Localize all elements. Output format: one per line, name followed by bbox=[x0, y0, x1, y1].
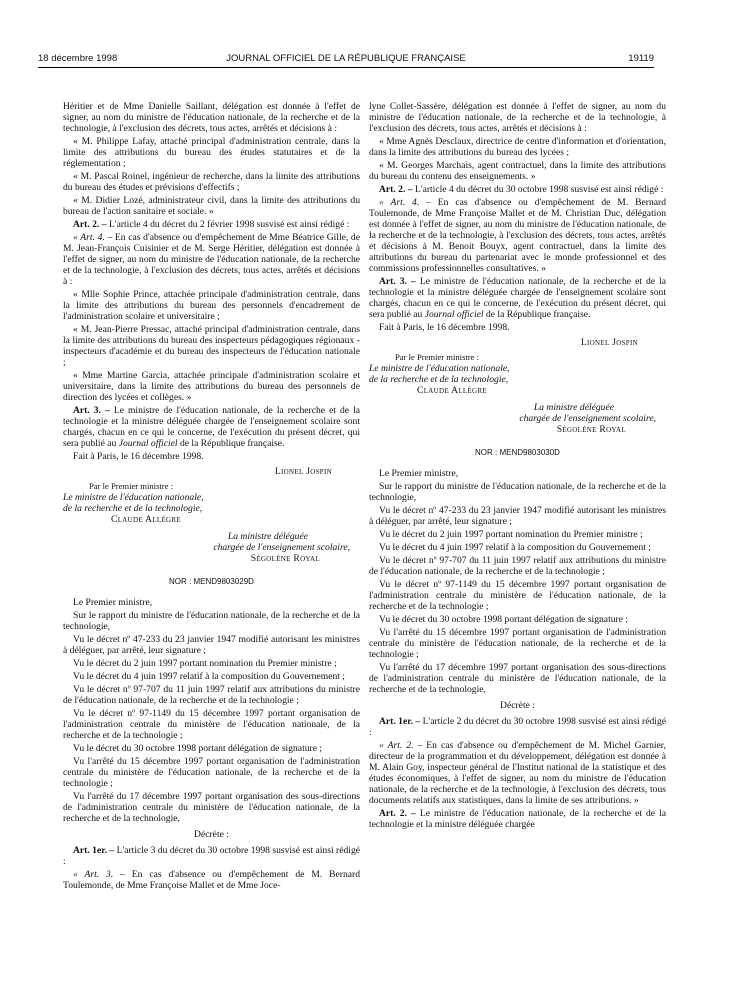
visa: Sur le rapport du ministre de l'éducation nationale, de la recherche et de la technologie, bbox=[369, 481, 666, 503]
deleg-title-line1: La ministre déléguée bbox=[227, 531, 308, 542]
nor-reference: NOR : MEND9803030D bbox=[475, 448, 560, 457]
visa: Vu le décret nº 47-233 du 23 janvier 1947 modifié autorisant les ministres à déléguer, par arrêté, leur signature ; bbox=[63, 634, 360, 656]
article-text: Le ministre de l'éducation nationale, de la recherche et de la technologie et la ministre déléguée chargée de l'enseignement scolaire sont chargés, chacun en ce qui le concerne, de l'exécution du présent décret, qui sera publié au bbox=[369, 276, 666, 320]
page-header bbox=[38, 53, 654, 68]
article-paragraph bbox=[369, 808, 666, 830]
article-text: Le ministre de l'éducation nationale, de la recherche et de la technologie et la ministre déléguée chargée de l'enseignement scolaire sont chargés, chacun en ce qui le concerne, de l'exécution du présent décret, qui sera publié au bbox=[63, 405, 360, 449]
visa: Vu le décret du 30 octobre 1998 portant délégation de signature ; bbox=[73, 743, 323, 754]
header-date: 18 décembre 1998 bbox=[38, 53, 118, 64]
minister-title-line2: de la recherche et de la technologie, bbox=[369, 374, 509, 385]
article-text: En cas d'absence ou d'empêchement de M. Bernard Toulemonde, de Mme Françoise Mallet et de Mme Joce- bbox=[63, 869, 360, 891]
minister-title-line1: Le ministre de l'éducation nationale, bbox=[369, 363, 510, 374]
visa: Vu le décret du 4 juin 1997 relatif à la composition du Gouvernement ; bbox=[73, 671, 345, 682]
article-paragraph bbox=[63, 219, 360, 230]
article-text: L'article 4 du décret du 30 octobre 1998 susvisé est ainsi rédigé : bbox=[412, 184, 664, 195]
article-label: Art. 3. – bbox=[73, 405, 110, 416]
paragraph: lyne Collet-Sassère, délégation est donnée à l'effet de signer, au nom du ministre de l'éducation nationale, de la recherche et de la technologie, à l'exclusion des décrets, tous actes, arrêtés et décisions à : bbox=[369, 101, 666, 134]
article-text: L'article 3 du décret du 30 octobre 1998 susvisé est ainsi rédigé : bbox=[63, 845, 360, 867]
visa: Vu l'arrêté du 15 décembre 1997 portant organisation de l'administration centrale du ministère de l'éducation nationale, de la recherche et de la technologie ; bbox=[63, 756, 360, 789]
journal-officiel: Journal officiel bbox=[118, 438, 178, 449]
article-text: L'article 2 du décret du 30 octobre 1998 susvisé est ainsi rédigé : bbox=[369, 716, 666, 738]
visa: Le Premier ministre, bbox=[73, 597, 153, 608]
article-paragraph bbox=[63, 845, 360, 867]
visa: Vu le décret nº 97-707 du 11 juin 1997 relatif aux attributions du ministre de l'éducation nationale, de la recherche et de la technologie ; bbox=[63, 684, 360, 706]
decrete-heading: Décrète : bbox=[500, 700, 535, 711]
visa: Vu le décret nº 97-707 du 11 juin 1997 relatif aux attributions du ministre de l'éducation nationale, de la recherche et de la technologie ; bbox=[369, 555, 666, 577]
paragraph: Héritier et de Mme Danielle Saillant, délégation est donnée à l'effet de signer, au nom du ministre de l'éducation nationale, de la recherche et de la technologie, à l'exclusion des décrets, tous actes, arrêtés et décisions à : bbox=[63, 101, 360, 134]
article-label: Art. 2. – bbox=[379, 184, 413, 195]
nor-reference: NOR : MEND9803029D bbox=[169, 577, 254, 586]
visa: Vu le décret du 2 juin 1997 portant nomination du Premier ministre ; bbox=[379, 529, 643, 540]
deleg-title-line1: La ministre déléguée bbox=[533, 402, 614, 413]
fait-a-paris: Fait à Paris, le 16 décembre 1998. bbox=[73, 451, 204, 462]
article-label: Art. 2. – bbox=[73, 219, 107, 230]
article-label: Art. 3. – bbox=[379, 276, 416, 287]
article-label: « Art. 4. – bbox=[379, 197, 431, 208]
visa: Vu l'arrêté du 15 décembre 1997 portant organisation de l'administration centrale du ministère de l'éducation nationale, de la recherche et de la technologie ; bbox=[369, 627, 666, 660]
article-label: Art. 1er. – bbox=[73, 845, 115, 856]
article-paragraph bbox=[63, 869, 360, 891]
left-column bbox=[63, 101, 360, 893]
par-premier-ministre: Par le Premier ministre : bbox=[395, 352, 480, 362]
signature-jospin: Lionel Jospin bbox=[274, 466, 332, 477]
right-column bbox=[369, 101, 666, 832]
journal-officiel: Journal officiel bbox=[424, 309, 484, 320]
article-paragraph bbox=[369, 197, 666, 274]
article-paragraph bbox=[369, 740, 666, 806]
article-text: En cas d'absence ou d'empêchement de Mme Béatrice Gille, de M. Jean-François Cuisinier et de M. Serge Héritier, délégation est donnée à l'effet de signer, au nom du ministre de l'éducation nationale, de la recherche et de la technologie, à l'exclusion des décrets, tous actes, arrêtés et décisions à : bbox=[63, 232, 360, 287]
visa: Vu le décret du 4 juin 1997 relatif à la composition du Gouvernement ; bbox=[379, 542, 651, 553]
paragraph: « M. Georges Marchais, agent contractuel, dans la limite des attributions du bureau du contenu des enseignements. » bbox=[369, 160, 666, 182]
visa: Vu le décret nº 97-1149 du 15 décembre 1997 portant organisation de l'administration centrale du ministère de l'éducation nationale, de la recherche et de la technologie ; bbox=[369, 579, 666, 612]
paragraph: « Mme Agnès Desclaux, directrice de centre d'information et d'orientation, dans la limite des attributions du bureau des lycées ; bbox=[369, 136, 666, 158]
deleg-title-line2: chargée de l'enseignement scolaire, bbox=[519, 413, 656, 424]
signature-allegre: Claude Allègre bbox=[111, 514, 181, 525]
par-premier-ministre: Par le Premier ministre : bbox=[89, 481, 174, 491]
visa: Vu le décret du 2 juin 1997 portant nomination du Premier ministre ; bbox=[73, 658, 337, 669]
article-label: « Art. 2. – bbox=[379, 740, 423, 751]
minister-title-line2: de la recherche et de la technologie, bbox=[63, 503, 203, 514]
visa: Sur le rapport du ministre de l'éducation nationale, de la recherche et de la technologie, bbox=[63, 610, 360, 632]
decrete-heading: Décrète : bbox=[194, 829, 229, 840]
paragraph: « M. Jean-Pierre Pressac, attaché principal d'administration centrale, dans la limite des attributions du bureau des inspecteurs pédagogiques régionaux - inspecteurs d'académie et du bureau des inspecteurs de l'éducation nationale ; bbox=[63, 324, 360, 368]
paragraph: « Mme Martine Garcia, attachée principale d'administration scolaire et universitaire, dans la limite des attributions du bureau des personnels de direction des lycées et collèges. » bbox=[63, 370, 360, 403]
visa: Vu le décret du 30 octobre 1998 portant délégation de signature ; bbox=[379, 614, 629, 625]
visa: Vu l'arrêté du 17 décembre 1997 portant organisation des sous-directions de l'administration centrale du ministère de l'éducation nationale, de la recherche et de la technologie, bbox=[63, 791, 360, 824]
page-number: 19119 bbox=[628, 53, 654, 64]
paragraph: « M. Philippe Lafay, attaché principal d'administration centrale, dans la limite des attributions du bureau des études statutaires et de la réglementation ; bbox=[63, 136, 360, 169]
article-text: L'article 4 du décret du 2 février 1998 susvisé est ainsi rédigé : bbox=[106, 219, 350, 230]
minister-title-line1: Le ministre de l'éducation nationale, bbox=[63, 492, 204, 503]
article-text: En cas d'absence ou d'empêchement de M. Bernard Toulemonde, de Mme Françoise Mallet et de M. Christian Duc, délégation est donnée à l'effet de signer, au nom du ministre de l'éducation nationale, de la recherche et de la technologie, à l'exclusion des décrets, tous actes, arrêtés et décisions à M. Benoit Bouyx, agent contractuel, dans la limite des attributions du bureau du partenariat avec le monde professionnel et des commissions professionnelles consultatives. » bbox=[369, 197, 666, 274]
visa: Le Premier ministre, bbox=[379, 468, 459, 479]
article-paragraph bbox=[63, 232, 360, 287]
signature-royal: Ségolène Royal bbox=[556, 424, 626, 435]
article-label: « Art. 3. – bbox=[73, 869, 125, 880]
signature-jospin: Lionel Jospin bbox=[580, 337, 638, 348]
signature-allegre: Claude Allègre bbox=[417, 385, 487, 396]
visa: Vu l'arrêté du 17 décembre 1997 portant organisation des sous-directions de l'administration centrale du ministère de l'éducation nationale, de la recherche et de la technologie, bbox=[369, 662, 666, 695]
paragraph: « M. Pascal Roinel, ingénieur de recherche, dans la limite des attributions du bureau des études et prévisions d'effectifs ; bbox=[63, 171, 360, 193]
article-text-end: de la République française. bbox=[177, 438, 285, 449]
article-text-end: de la République française. bbox=[483, 309, 591, 320]
deleg-title-line2: chargée de l'enseignement scolaire, bbox=[213, 542, 350, 553]
paragraph: « M. Didier Lozé, administrateur civil, dans la limite des attributions du bureau de l'action sanitaire et sociale. » bbox=[63, 195, 360, 217]
fait-a-paris: Fait à Paris, le 16 décembre 1998. bbox=[379, 322, 510, 333]
journal-title: JOURNAL OFFICIEL DE LA RÉPUBLIQUE FRANÇAISE bbox=[226, 53, 466, 64]
article-text: Le ministre de l'éducation nationale, de la recherche et de la technologie et la ministre déléguée chargée bbox=[369, 808, 666, 830]
paragraph: « Mlle Sophie Prince, attachée principale d'administration centrale, dans la limite des attributions du bureau des personnels d'encadrement de l'administration scolaire et universitaire ; bbox=[63, 289, 360, 322]
article-paragraph bbox=[369, 184, 666, 195]
article-label: Art. 2. – bbox=[379, 808, 416, 819]
article-paragraph bbox=[63, 405, 360, 449]
article-label: Art. 1er. – bbox=[379, 716, 421, 727]
visa: Vu le décret nº 97-1149 du 15 décembre 1997 portant organisation de l'administration centrale du ministère de l'éducation nationale, de la recherche et de la technologie ; bbox=[63, 708, 360, 741]
article-paragraph bbox=[369, 276, 666, 320]
article-text: En cas d'absence ou d'empêchement de M. Michel Garnier, directeur de la programmation et du développement, délégation est donnée à M. Alain Goy, inspecteur général de l'Institut national de la statistique et des études économiques, à l'effet de signer, au nom du ministre de l'éducation nationale, de la recherche et de la technologie, à l'exclusion des décrets, tous documents relatifs aux statistiques, dans la limite de ses attributions. » bbox=[369, 740, 666, 806]
article-paragraph bbox=[369, 716, 666, 738]
signature-royal: Ségolène Royal bbox=[250, 553, 320, 564]
article-label: « Art. 4. – bbox=[73, 232, 113, 243]
visa: Vu le décret nº 47-233 du 23 janvier 1947 modifié autorisant les ministres à déléguer, par arrêté, leur signature ; bbox=[369, 505, 666, 527]
